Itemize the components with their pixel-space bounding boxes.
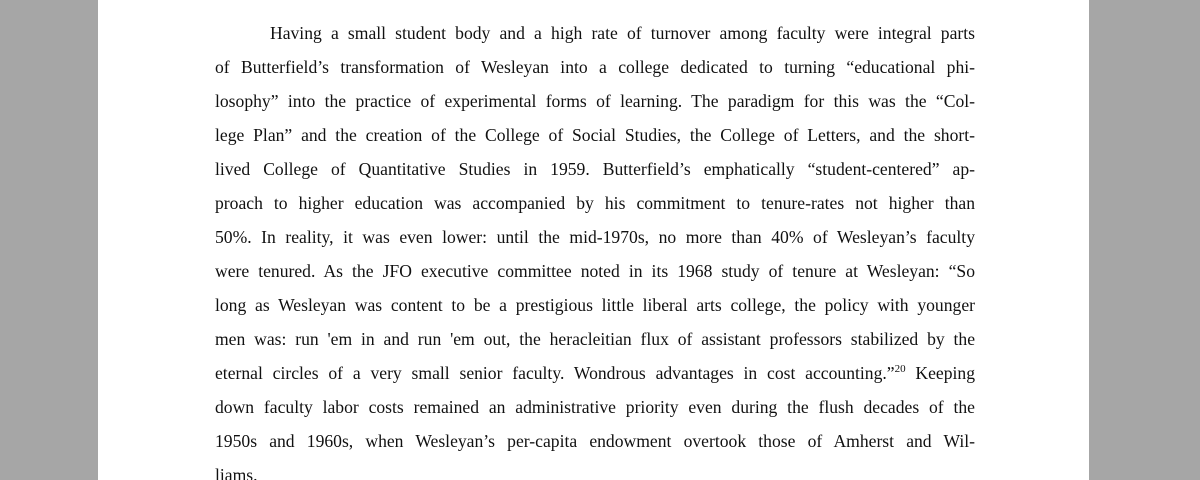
paragraph-line-6: proach to higher education was accompanied by his commitment to tenure-rates not higher than: [215, 193, 975, 213]
line-11-text: eternal circles of a very small senior faculty. Wondrous advantages in cost accounting.”: [215, 363, 895, 383]
paragraph-line-3: losophy” into the practice of experimental forms of learning. The paradigm for this was the “Col-: [215, 91, 975, 111]
document-page: [98, 0, 1089, 480]
paragraph-line-4: lege Plan” and the creation of the College of Social Studies, the College of Letters, and the short-: [215, 125, 975, 145]
paragraph-line-8: were tenured. As the JFO executive committee noted in its 1968 study of tenure at Wesleyan: “So: [215, 261, 975, 281]
paragraph-line-1: Having a small student body and a high rate of turnover among faculty were integral parts: [270, 23, 975, 43]
body-paragraph: [215, 16, 975, 480]
paragraph-line-10: men was: run 'em in and run 'em out, the heracleitian flux of assistant professors stabilized by the: [215, 329, 975, 349]
paragraph-line-12: down faculty labor costs remained an administrative priority even during the flush decades of the: [215, 397, 975, 417]
paragraph-line-11: [215, 356, 975, 390]
paragraph-line-5: lived College of Quantitative Studies in 1959. Butterfield’s emphatically “student-centered” ap-: [215, 159, 975, 179]
footnote-reference[interactable]: 20: [894, 363, 906, 375]
paragraph-line-7: 50%. In reality, it was even lower: until the mid-1970s, no more than 40% of Wesleyan’s faculty: [215, 227, 975, 247]
line-11-continuation: Keeping: [905, 363, 975, 383]
paragraph-line-9: long as Wesleyan was content to be a prestigious little liberal arts college, the policy with younger: [215, 295, 975, 315]
paragraph-line-2: of Butterfield’s transformation of Wesleyan into a college dedicated to turning “educational phi-: [215, 57, 975, 77]
paragraph-line-14: liams.: [215, 465, 258, 480]
paragraph-line-13: 1950s and 1960s, when Wesleyan’s per-capita endowment overtook those of Amherst and Wil-: [215, 431, 975, 451]
